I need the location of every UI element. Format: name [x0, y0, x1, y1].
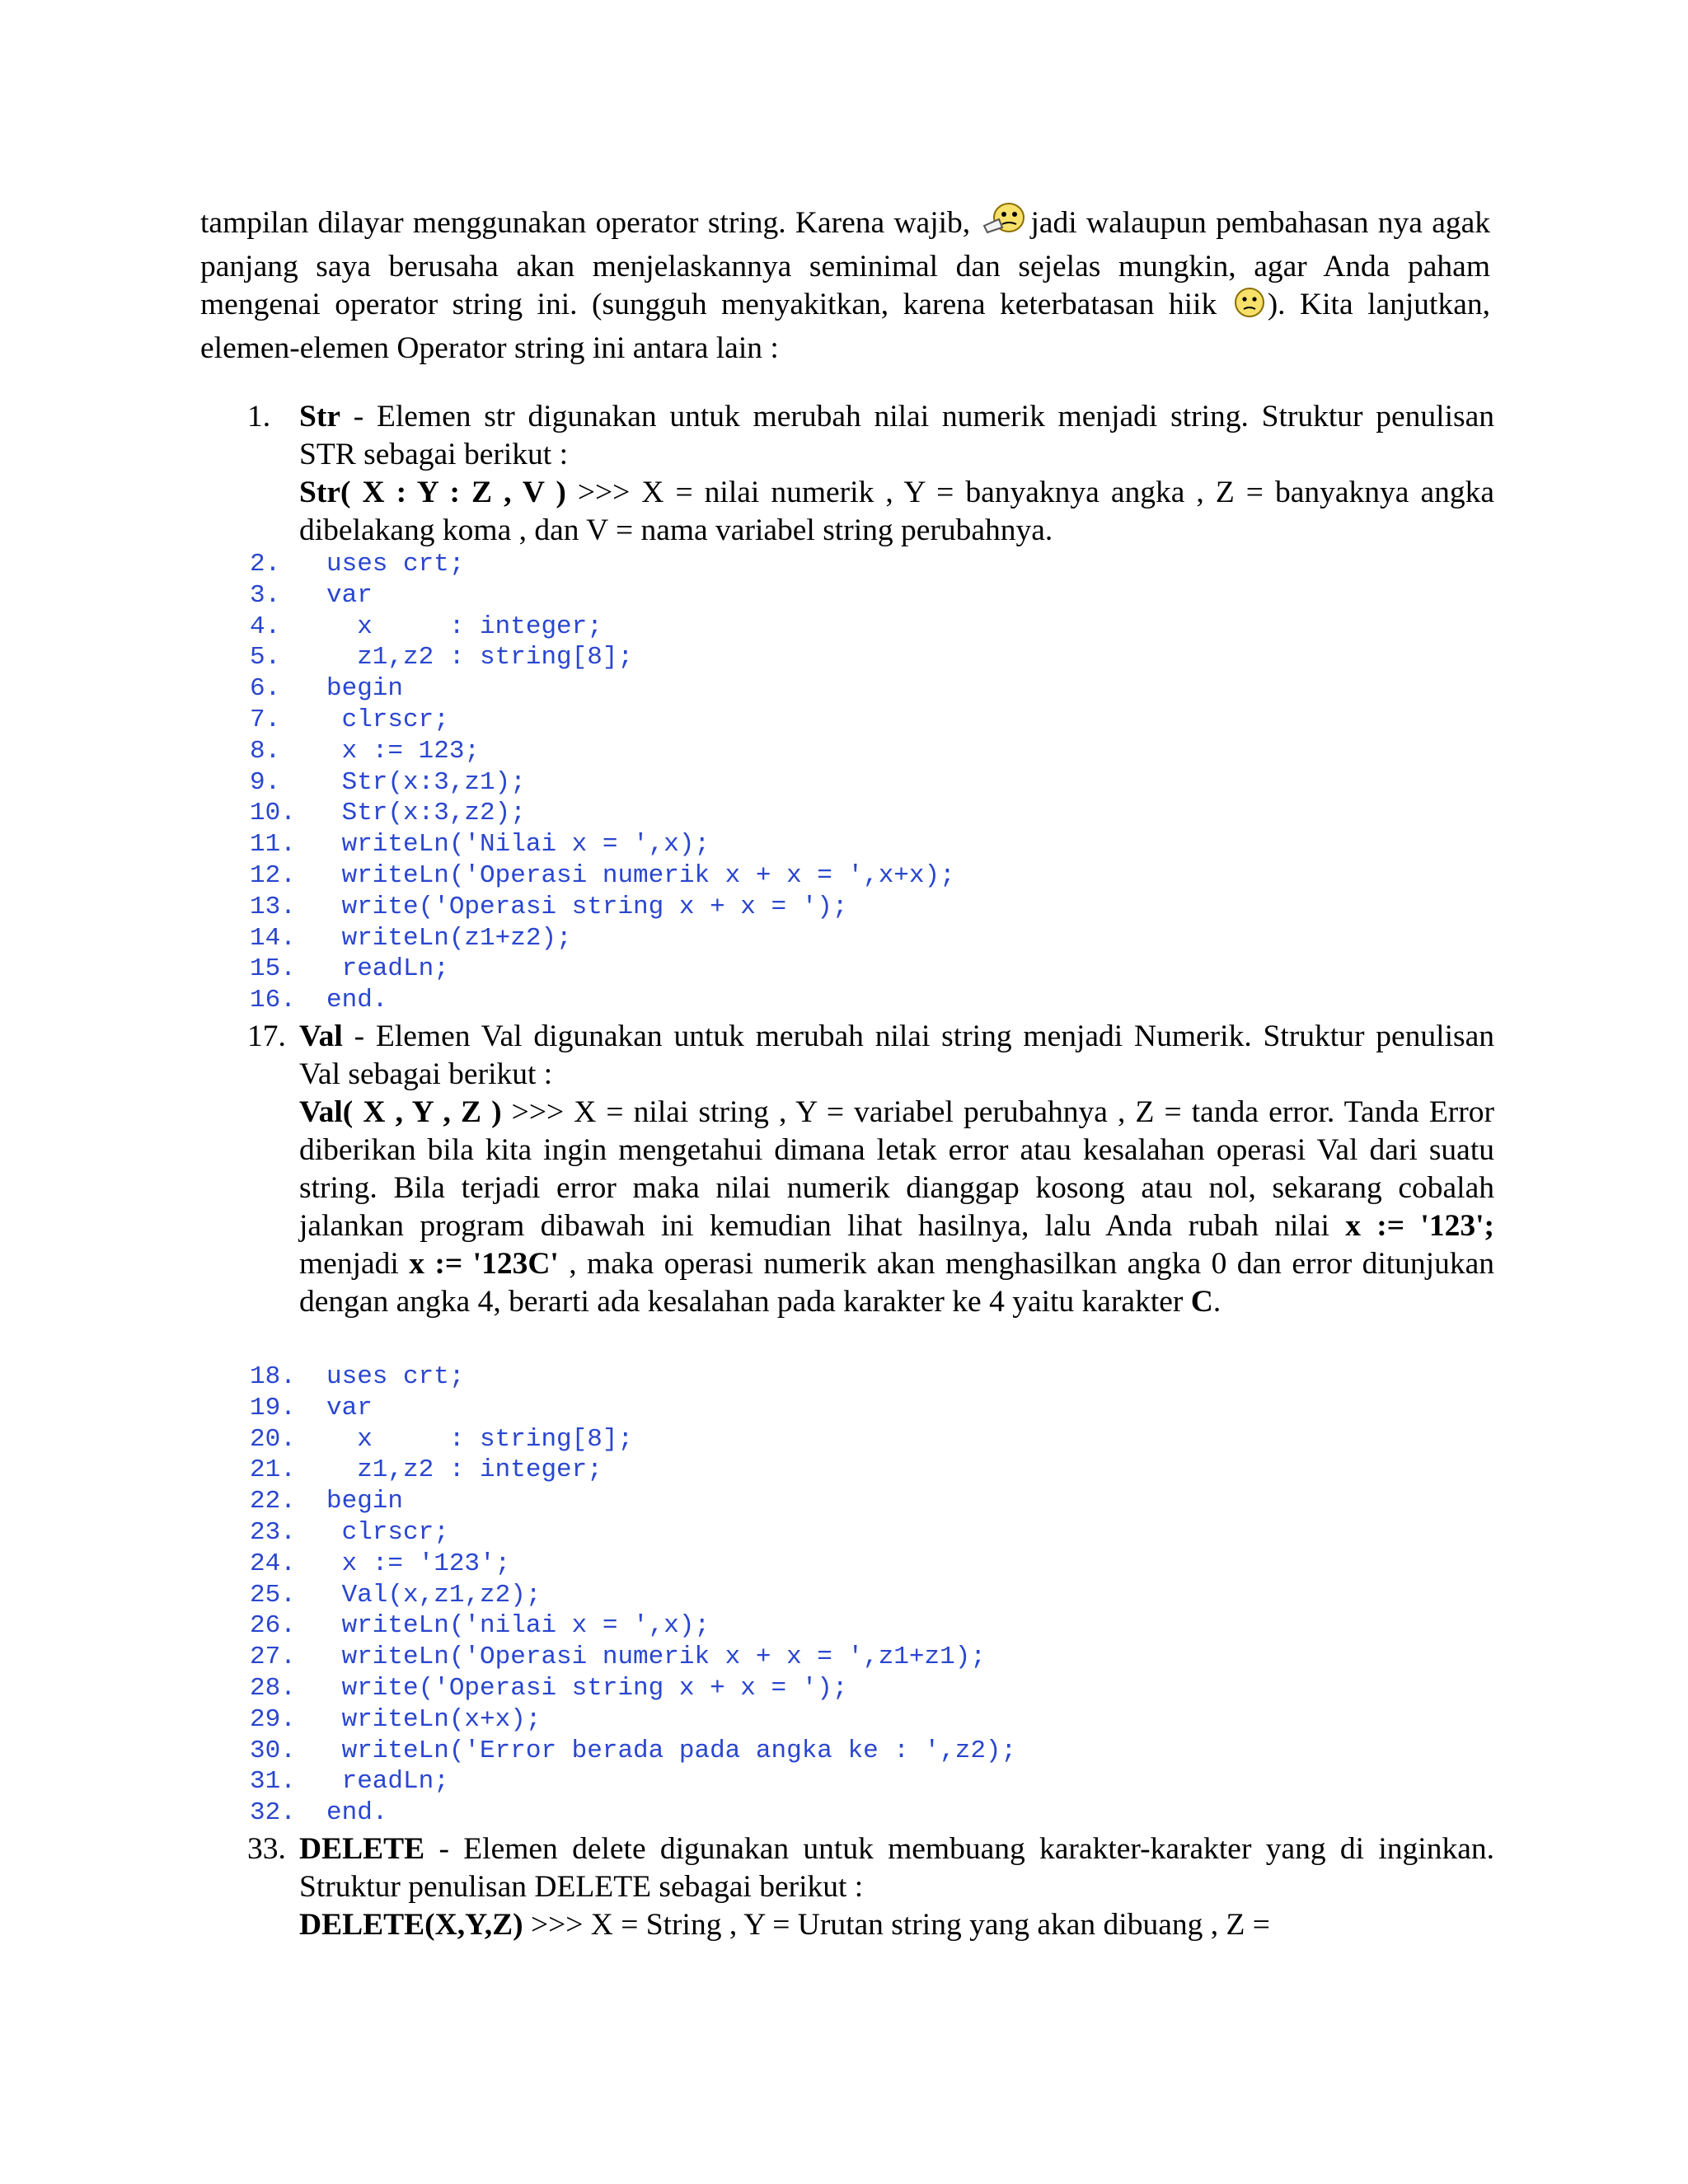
str-description: - Elemen str digunakan untuk merubah nilai numerik menjadi string. Struktur penulisan STR sebagai berikut : [299, 400, 1494, 471]
code-line [250, 923, 1404, 954]
code-line [250, 1455, 1404, 1486]
code-text: readLn; [326, 1767, 449, 1797]
line-number: 10. [250, 799, 296, 828]
line-number: 31. [250, 1767, 296, 1797]
code-line [250, 673, 1404, 705]
line-number: 28. [250, 1673, 296, 1703]
code-line [250, 985, 1404, 1016]
code-text: write('Operasi string x + x = '); [326, 892, 848, 921]
line-number: 11. [250, 830, 296, 860]
code-text: writeLn('Operasi numerik x + x = ',x+x); [326, 860, 955, 890]
code-line [250, 1517, 1404, 1549]
val-text-end: . [1212, 1285, 1221, 1319]
line-number: 32. [250, 1798, 296, 1828]
line-number: 3. [250, 580, 281, 610]
code-block-str [250, 549, 1404, 1016]
line-number: 13. [250, 892, 296, 921]
code-line [250, 549, 1404, 580]
code-line [250, 1766, 1404, 1797]
line-number: 22. [250, 1487, 296, 1516]
code-line [250, 1610, 1404, 1642]
list-item-delete [200, 1830, 1494, 1944]
val-description: - Elemen Val digunakan untuk merubah nilai string menjadi Numerik. Struktur penulisan Val sebagai berikut : [299, 1019, 1494, 1091]
code-line [250, 1361, 1404, 1393]
code-line [250, 954, 1404, 985]
line-number: 30. [250, 1736, 296, 1765]
line-number: 25. [250, 1580, 296, 1610]
code-text: writeLn('Error berada pada angka ke : ',z2); [326, 1736, 1017, 1765]
code-text: x : string[8]; [326, 1424, 634, 1454]
str-syntax: Str( X : Y : Z , V ) [299, 476, 566, 509]
inline-code-b: x := '123C' [409, 1247, 559, 1281]
code-text: Val(x,z1,z2); [326, 1580, 542, 1610]
code-text: end. [326, 1798, 388, 1828]
code-line [250, 580, 1404, 612]
line-number: 24. [250, 1549, 296, 1578]
code-text: uses crt; [326, 550, 465, 579]
list-number: 17. [247, 1019, 286, 1053]
code-line [250, 736, 1404, 767]
line-number: 7. [250, 705, 281, 734]
line-number: 5. [250, 643, 281, 673]
code-text: var [326, 580, 373, 610]
term-delete: DELETE [299, 1832, 425, 1866]
code-line [250, 1642, 1404, 1673]
code-text: begin [326, 674, 404, 704]
code-line [250, 642, 1404, 673]
code-line [250, 705, 1404, 736]
code-text: z1,z2 : string[8]; [326, 643, 634, 673]
list-number: 1. [247, 400, 271, 434]
line-number: 21. [250, 1455, 296, 1485]
code-line [250, 798, 1404, 829]
code-text: writeLn(z1+z2); [326, 923, 572, 953]
code-line [250, 1736, 1404, 1767]
code-text: write('Operasi string x + x = '); [326, 1673, 848, 1703]
delete-description: - Elemen delete digunakan untuk membuang karakter-karakter yang di inginkan. Struktur penulisan DELETE sebagai berikut : [299, 1832, 1494, 1904]
intro-text-2: jadi walaupun pembahasan nya agak panjang saya berusaha akan menjelaskannya seminimal dan sejelas mungkin, agar Anda paham mengenai operator string ini. (sungguh menyakitkan, karena keterbatasan hiik [200, 206, 1490, 321]
list-item-str [200, 398, 1494, 550]
list-number: 33. [247, 1832, 286, 1866]
delete-syntax: DELETE(X,Y,Z) [299, 1908, 523, 1942]
val-text-mid: menjadi [299, 1247, 410, 1281]
code-text: Str(x:3,z1); [326, 767, 526, 797]
error-char: C [1190, 1285, 1213, 1319]
term-str: Str [299, 400, 340, 434]
code-text: end. [326, 986, 388, 1015]
code-text: writeLn('Nilai x = ',x); [326, 830, 710, 860]
list-item-val [200, 1018, 1494, 1321]
code-text: readLn; [326, 954, 449, 984]
str-syntax-description: >>> X = nilai numerik , Y = banyaknya angka , Z = banyaknya angka dibelakang koma , dan V = nama variabel string perubahnya. [299, 476, 1494, 547]
thinking-emoticon-icon [981, 201, 1029, 248]
line-number: 12. [250, 860, 296, 890]
line-number: 18. [250, 1362, 296, 1391]
val-syntax: Val( X , Y , Z ) [299, 1095, 502, 1129]
line-number: 4. [250, 612, 281, 641]
code-text: writeLn(x+x); [326, 1704, 542, 1734]
code-text: x := 123; [326, 736, 481, 766]
inline-code-a: x := '123'; [1345, 1209, 1494, 1243]
code-text: clrscr; [326, 705, 449, 734]
line-number: 2. [250, 550, 281, 579]
line-number: 29. [250, 1704, 296, 1734]
val-text-tail: , maka operasi numerik akan menghasilkan angka 0 dan error ditunjukan dengan angka 4, berarti ada kesalahan pada karakter ke 4 yaitu karakter [299, 1247, 1494, 1319]
code-line [250, 829, 1404, 860]
line-number: 15. [250, 954, 296, 984]
code-text: writeLn('Operasi numerik x + x = ',z1+z1); [326, 1643, 986, 1672]
line-number: 8. [250, 736, 281, 766]
delete-syntax-description: >>> X = String , Y = Urutan string yang akan dibuang , Z = [523, 1908, 1270, 1942]
code-line [250, 1704, 1404, 1736]
line-number: 9. [250, 767, 281, 797]
line-number: 14. [250, 923, 296, 953]
code-line [250, 1549, 1404, 1580]
code-line [250, 1580, 1404, 1611]
line-number: 23. [250, 1517, 296, 1547]
line-number: 27. [250, 1643, 296, 1672]
term-val: Val [299, 1019, 343, 1053]
code-line [250, 860, 1404, 892]
intro-paragraph [200, 201, 1490, 368]
line-number: 20. [250, 1424, 296, 1454]
line-number: 6. [250, 674, 281, 704]
code-line [250, 1393, 1404, 1424]
code-line [250, 1673, 1404, 1704]
code-text: begin [326, 1487, 404, 1516]
code-text: uses crt; [326, 1362, 465, 1391]
code-text: x : integer; [326, 612, 603, 641]
code-text: x := '123'; [326, 1549, 511, 1578]
line-number: 26. [250, 1611, 296, 1641]
val-syntax-description: >>> X = nilai string , Y = variabel perubahnya , Z = tanda error. Tanda Error diberikan bila kita ingin mengetahui dimana letak error atau kesalahan operasi Val dari suatu string. Bila terjadi error maka nilai numerik dianggap kosong atau nol, sekarang cobalah jalankan program dibawah ini kemudian lihat hasilnya, lalu Anda rubah nilai [299, 1095, 1494, 1243]
code-text: var [326, 1393, 373, 1422]
code-block-val [250, 1361, 1404, 1829]
code-line [250, 892, 1404, 923]
code-text: clrscr; [326, 1517, 449, 1547]
line-number: 16. [250, 986, 296, 1015]
intro-text-3: ). Kita lanjutkan, elemen-elemen Operator string ini antara lain : [200, 288, 1490, 365]
worried-emoticon-icon [1233, 286, 1266, 330]
code-text: Str(x:3,z2); [326, 799, 526, 828]
code-text: z1,z2 : integer; [326, 1455, 603, 1485]
code-line [250, 1797, 1404, 1829]
code-line [250, 1486, 1404, 1517]
code-line [250, 1424, 1404, 1455]
code-line [250, 612, 1404, 643]
code-line [250, 767, 1404, 799]
line-number: 19. [250, 1393, 296, 1422]
code-text: writeLn('nilai x = ',x); [326, 1611, 710, 1641]
intro-text-1: tampilan dilayar menggunakan operator string. Karena wajib, [200, 206, 980, 240]
